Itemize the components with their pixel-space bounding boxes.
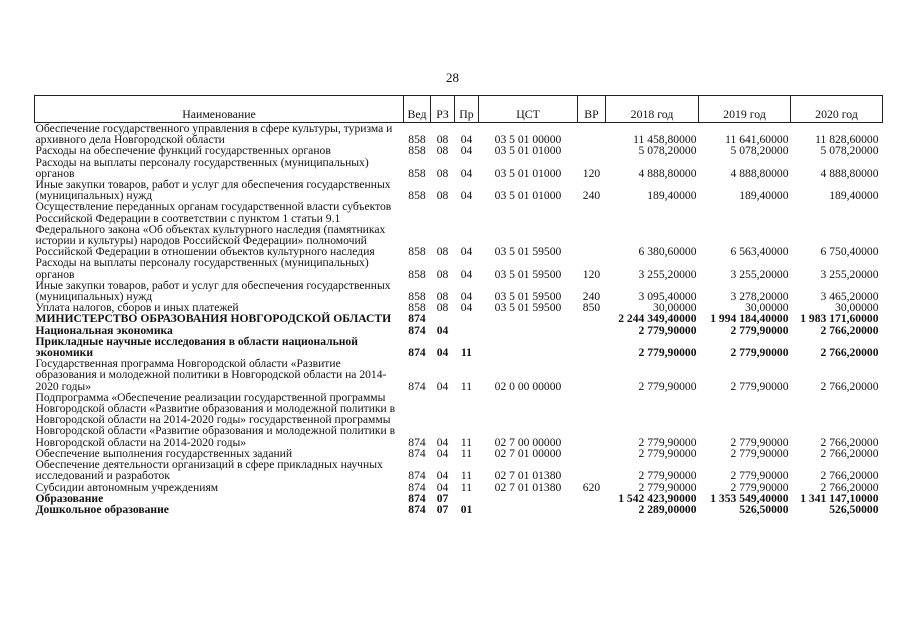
cell-2018: 4 888,80000 (638, 166, 697, 180)
header-rz: РЗ (431, 96, 455, 123)
cell-2020: 2 766,20000 (820, 379, 879, 393)
cell-rz: 04 (436, 435, 449, 449)
cell-ved: 874 (408, 323, 426, 337)
cell-cst: 03 5 01 01000 (494, 189, 562, 203)
cell-2020: 3 465,20000 (820, 290, 879, 304)
cell-name: Осуществление переданных органам государственной власти субъектов Российской Федерации в соответствии с пунктом 1 статьи 9.1 Федерального закона «Об объектах культурного наследия (памятниках истории и культуры) народов Российской Федерации» полномочий Российской Федерации в отношении объектов культурного наследия (35, 200, 392, 259)
cell-ved: 858 (408, 245, 426, 259)
cell-2018: 189,40000 (647, 189, 697, 203)
cell-ved: 874 (408, 480, 426, 494)
table-row (35, 123, 883, 146)
cell-2020: 189,40000 (829, 189, 879, 203)
cell-2018: 11 458,80000 (633, 133, 697, 147)
cell-pr: 04 (460, 290, 473, 304)
cell-2019: 5 078,20000 (730, 144, 789, 158)
table-row (35, 201, 883, 257)
cell-cst: 03 5 01 59500 (494, 301, 562, 315)
cell-vr (578, 313, 606, 324)
cell-2019: 2 779,90000 (730, 446, 789, 460)
cell-cst: 03 5 01 59500 (494, 245, 562, 259)
table-header-row (35, 96, 883, 123)
cell-pr: 11 (460, 446, 473, 460)
cell-2019: 526,50000 (739, 502, 789, 516)
cell-2019: 2 779,90000 (730, 323, 789, 337)
cell-rz: 07 (436, 491, 449, 505)
cell-2018: 30,00000 (653, 301, 697, 315)
table-row (35, 336, 883, 358)
cell-pr (455, 313, 479, 324)
cell-2020: 1 983 171,60000 (800, 312, 879, 326)
cell-name: Государственная программа Новгородской области «Развитие образования и молодежной политики в Новгородской области на 2014-2020 годы» (35, 357, 387, 393)
cell-rz: 08 (436, 133, 449, 147)
cell-2019: 189,40000 (739, 189, 789, 203)
table-row (35, 358, 883, 392)
cell-2020: 2 766,20000 (820, 323, 879, 337)
cell-name: Обеспечение деятельности организаций в сфере прикладных научных исследований и разработок (35, 458, 383, 483)
cell-vr (578, 145, 606, 156)
cell-ved: 858 (408, 290, 426, 304)
cell-cst: 03 5 01 01000 (494, 144, 562, 158)
cell-rz: 08 (436, 166, 449, 180)
cell-2020: 2 766,20000 (820, 446, 879, 460)
header-pr: Пр (455, 96, 479, 123)
cell-ved: 874 (408, 469, 426, 483)
cell-2020: 2 766,20000 (820, 435, 879, 449)
header-name: Наименование (35, 96, 404, 123)
cell-2020: 2 766,20000 (820, 346, 879, 360)
cell-2020: 2 766,20000 (820, 480, 879, 494)
table-row (35, 313, 883, 324)
cell-pr: 04 (460, 166, 473, 180)
cell-cst: 03 5 01 59500 (494, 267, 562, 281)
cell-pr: 11 (460, 480, 473, 494)
cell-vr (578, 493, 606, 504)
cell-2018: 1 542 423,90000 (618, 491, 697, 505)
table-row (35, 179, 883, 201)
cell-cst: 02 0 00 00000 (494, 379, 562, 393)
cell-cst (479, 493, 578, 504)
header-vr: ВР (578, 96, 606, 123)
cell-pr: 04 (460, 133, 473, 147)
cell-vr (578, 201, 606, 257)
cell-2019: 2 779,90000 (730, 379, 789, 393)
cell-vr: 120 (582, 166, 601, 180)
cell-2019: 11 641,60000 (725, 133, 789, 147)
cell-pr (455, 325, 479, 336)
cell-ved: 874 (408, 446, 426, 460)
table-row (35, 157, 883, 179)
cell-2018: 2 779,90000 (638, 346, 697, 360)
header-ved: Вед (404, 96, 431, 123)
cell-cst (479, 504, 578, 515)
header-2018: 2018 год (606, 96, 699, 123)
cell-pr: 01 (460, 502, 473, 516)
cell-name: Подпрограмма «Обеспечение реализации государственной программы Новгородской области «Развитие образования и молодежной политики в Новгородской области на 2014-2020 годы» государственной программы Новгородской области «Развитие образования и молодежной политики в Новгородской области на 2014-2020 годы» (35, 390, 396, 449)
header-2019: 2019 год (699, 96, 791, 123)
cell-cst (479, 313, 578, 324)
cell-ved: 874 (408, 346, 426, 360)
cell-cst (479, 336, 578, 358)
cell-vr (578, 123, 606, 146)
cell-name: Образование (35, 491, 104, 505)
cell-name: Расходы на выплаты персоналу государственных (муниципальных) органов (35, 256, 369, 281)
cell-2018: 2 779,90000 (638, 480, 697, 494)
cell-2020: 6 750,40000 (820, 245, 879, 259)
cell-rz: 04 (436, 323, 449, 337)
cell-cst: 03 5 01 59500 (494, 290, 562, 304)
cell-ved: 874 (408, 435, 426, 449)
cell-cst (479, 325, 578, 336)
cell-pr: 04 (460, 301, 473, 315)
cell-vr: 120 (582, 267, 601, 281)
cell-vr (578, 325, 606, 336)
cell-rz: 08 (436, 144, 449, 158)
cell-rz: 04 (436, 469, 449, 483)
cell-2019: 2 779,90000 (730, 346, 789, 360)
cell-2020: 5 078,20000 (820, 144, 879, 158)
cell-name: Национальная экономика (35, 323, 173, 337)
cell-2019: 2 779,90000 (730, 480, 789, 494)
cell-rz: 08 (436, 267, 449, 281)
cell-name: Уплата налогов, сборов и иных платежей (35, 301, 239, 315)
page-number: 28 (446, 70, 459, 85)
cell-rz: 08 (436, 189, 449, 203)
table-body (35, 123, 883, 516)
cell-vr (578, 504, 606, 515)
cell-pr: 04 (460, 245, 473, 259)
cell-name: Обеспечение выполнения государственных заданий (35, 446, 293, 460)
cell-pr: 11 (460, 435, 473, 449)
table-row (35, 145, 883, 156)
cell-name: Субсидии автономным учреждениям (35, 480, 219, 494)
cell-ved: 858 (408, 133, 426, 147)
cell-ved: 858 (408, 267, 426, 281)
cell-vr: 850 (582, 301, 601, 315)
cell-cst: 02 7 01 01380 (494, 469, 562, 483)
cell-pr: 11 (461, 346, 472, 360)
cell-2020: 3 255,20000 (820, 267, 879, 281)
cell-2019: 1 353 549,40000 (710, 491, 789, 505)
cell-2018: 3 255,20000 (638, 267, 697, 281)
cell-ved: 858 (408, 189, 426, 203)
cell-2020: 4 888,80000 (820, 166, 879, 180)
cell-2019: 30,00000 (745, 301, 789, 315)
cell-2019: 6 563,40000 (730, 245, 789, 259)
cell-pr: 04 (460, 267, 473, 281)
cell-rz (431, 313, 455, 324)
table-row (35, 459, 883, 481)
cell-pr: 04 (460, 144, 473, 158)
cell-ved: 874 (408, 312, 426, 326)
cell-name: Иные закупки товаров, работ и услуг для обеспечения государственных (муниципальных) нужд (35, 178, 391, 203)
budget-table (34, 95, 883, 515)
header-cst: ЦСТ (479, 96, 578, 123)
cell-2018: 2 244 349,40000 (618, 312, 697, 326)
cell-ved: 874 (408, 502, 426, 516)
cell-2018: 2 779,90000 (638, 323, 697, 337)
cell-vr (578, 448, 606, 459)
cell-name: Иные закупки товаров, работ и услуг для обеспечения государственных (муниципальных) нужд (35, 278, 391, 304)
cell-2018: 2 779,90000 (638, 379, 697, 393)
cell-cst: 02 7 01 00000 (494, 446, 562, 460)
cell-cst: 02 7 01 01380 (494, 480, 562, 494)
cell-2018: 6 380,60000 (638, 245, 697, 259)
cell-rz: 04 (436, 480, 449, 494)
cell-vr: 240 (582, 189, 601, 203)
cell-rz: 04 (436, 446, 449, 460)
cell-name: Расходы на выплаты персоналу государственных (муниципальных) органов (35, 155, 369, 180)
cell-rz: 04 (436, 379, 449, 393)
cell-2020: 2 766,20000 (820, 469, 879, 483)
cell-2019: 3 278,20000 (730, 290, 789, 304)
cell-name: Расходы на обеспечение функций государственных органов (35, 144, 331, 158)
cell-2018: 3 095,40000 (638, 290, 697, 304)
cell-2019: 4 888,80000 (730, 166, 789, 180)
cell-rz: 08 (436, 301, 449, 315)
header-2020: 2020 год (791, 96, 883, 123)
cell-2018: 2 779,90000 (638, 446, 697, 460)
cell-2018: 2 779,90000 (638, 435, 697, 449)
cell-cst: 02 7 00 00000 (494, 435, 562, 449)
cell-pr: 11 (460, 379, 473, 393)
cell-ved: 858 (408, 301, 426, 315)
cell-vr: 240 (582, 290, 601, 304)
cell-2018: 2 289,00000 (638, 502, 697, 516)
cell-ved: 874 (408, 491, 426, 505)
table-row (35, 257, 883, 279)
cell-rz: 08 (436, 290, 449, 304)
cell-ved: 858 (408, 144, 426, 158)
cell-name: МИНИСТЕРСТВО ОБРАЗОВАНИЯ НОВГОРОДСКОЙ ОБЛАСТИ (35, 312, 392, 326)
cell-2020: 526,50000 (829, 502, 879, 516)
cell-name: Обеспечение государственного управления в сфере культуры, туризма и архивного дела Новгородской области (35, 122, 393, 147)
cell-cst: 03 5 01 01000 (494, 166, 562, 180)
cell-vr (578, 358, 606, 392)
cell-cst: 03 5 01 00000 (494, 133, 562, 147)
cell-2018: 2 779,90000 (638, 469, 697, 483)
cell-rz: 04 (436, 346, 449, 360)
cell-pr: 04 (460, 189, 473, 203)
cell-vr: 620 (582, 480, 601, 494)
cell-2019: 1 994 184,40000 (710, 312, 789, 326)
cell-vr (578, 392, 606, 448)
cell-name: Прикладные научные исследования в области национальной экономики (35, 334, 358, 360)
table-row (35, 392, 883, 448)
cell-rz: 07 (436, 502, 449, 516)
cell-2020: 1 341 147,10000 (800, 491, 879, 505)
cell-2018: 5 078,20000 (638, 144, 697, 158)
cell-2019: 2 779,90000 (730, 469, 789, 483)
cell-ved: 874 (408, 379, 426, 393)
cell-2019: 3 255,20000 (730, 267, 789, 281)
table-row (35, 504, 883, 515)
cell-ved: 858 (408, 166, 426, 180)
cell-vr (578, 336, 606, 358)
cell-rz: 08 (436, 245, 449, 259)
cell-pr: 11 (460, 469, 473, 483)
cell-2020: 30,00000 (835, 301, 879, 315)
cell-2020: 11 828,60000 (815, 133, 879, 147)
cell-name: Дошкольное образование (35, 502, 169, 516)
table-row (35, 280, 883, 302)
cell-2019: 2 779,90000 (730, 435, 789, 449)
cell-vr (578, 459, 606, 481)
